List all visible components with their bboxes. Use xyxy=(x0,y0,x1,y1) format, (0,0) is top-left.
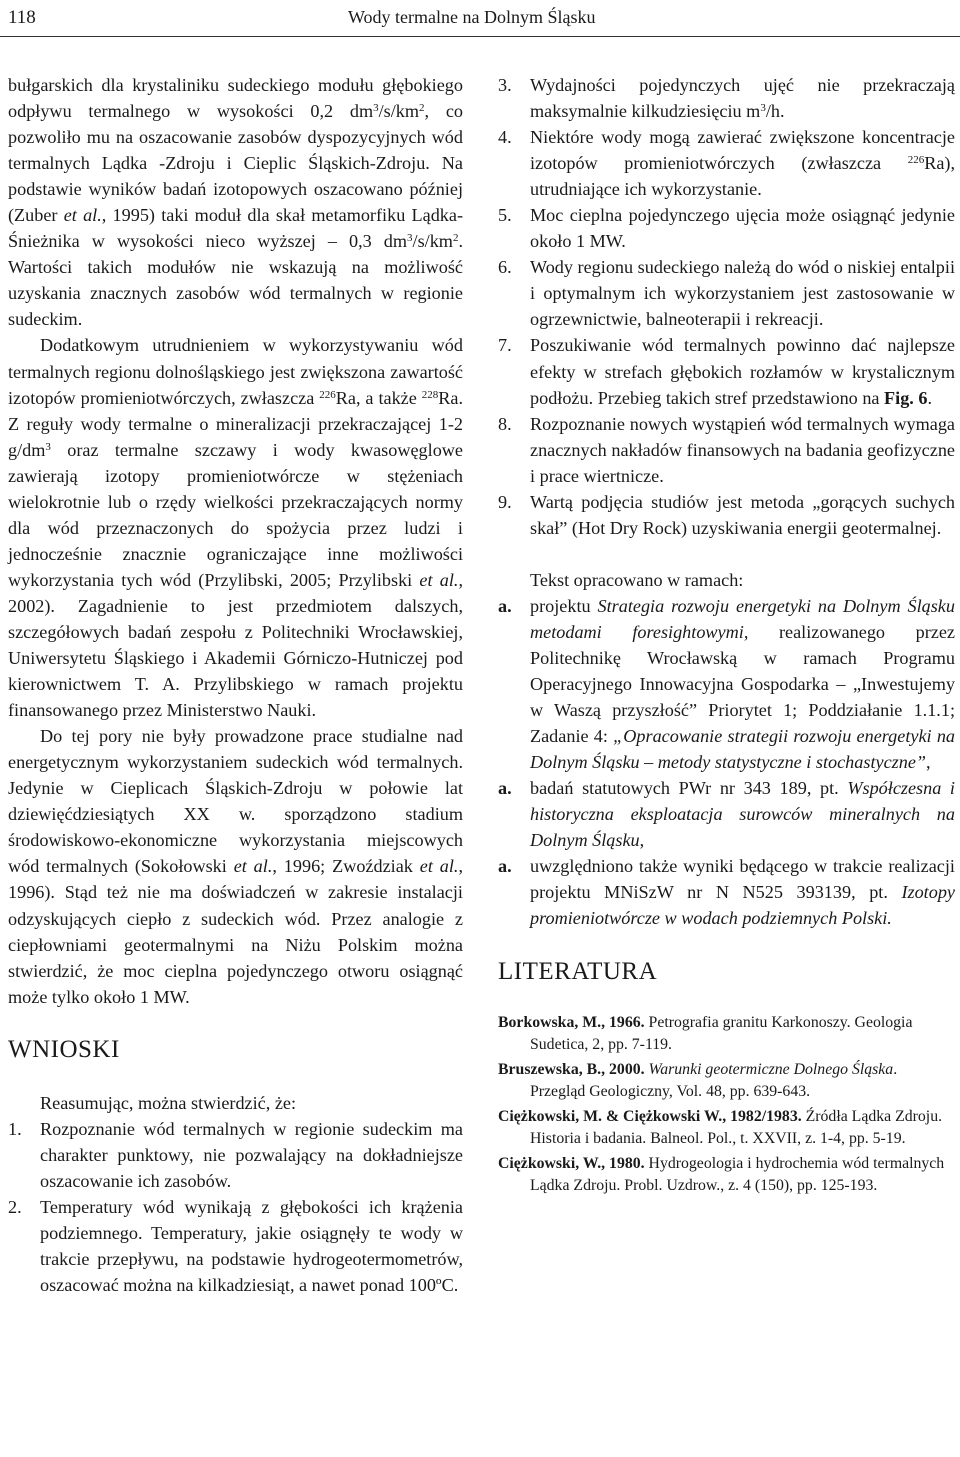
list-item: 5. Moc cieplna pojedynczego ujęcia może osiągnąć jedynie około 1 MW. xyxy=(498,205,955,252)
literatura-heading: LITERATURA xyxy=(498,957,658,985)
list-item: 2. Temperatury wód wynikają z głębokości ich krążenia podziemnego. Temperatury, jakie osiągnęły te wody w trakcie przepływu, na podstawie hydrogeotermometrów, oszacować można na kilkadziesiąt, a nawet ponad 100ºC. xyxy=(8,1196,463,1296)
list-item: 7. Poszukiwanie wód termalnych powinno dać najlepsze efekty w strefach głębokich rozłamów w krystalicznym podłożu. Przebieg takich stref przedstawiono na Fig. 6. xyxy=(498,335,955,408)
list-item: 4. Niektóre wody mogą zawierać zwiększone koncentracje izotopów promieniotwórczych (zwłaszcza $^{226}$Ra), utrudniające ich wykorzystanie. xyxy=(498,127,955,200)
reference-item: Borkowska, M., 1966. Petrografia granitu Karkonoszy. Geologia Sudetica, 2, pp. 7-119. xyxy=(498,1013,913,1053)
list-item: 8. Rozpoznanie nowych wystąpień wód termalnych wymaga znacznych nakładów finansowych na badania geofizyczne i prace wiertnicze. xyxy=(498,413,955,486)
list-item: a. badań statutowych PWr nr 343 189, pt. Współczesna i historyczna eksploatacja surowców mineralnych na Dolnym Śląsku, xyxy=(498,778,955,851)
paragraph-1: bułgarskich dla krystaliniku sudeckiego modułu głębokiego odpływu termalnego w wysokości 0,2 $dm^3/s/km^2$, co pozwoliło mu na oszacowanie zasobów dyspozycyjnych wód termalnych Lądka -Zdroju i Cieplic Śląskich-Zdroju. Na podstawie wyników badań izotopowych oszacowano później (Zuber et al., 1995) taki moduł dla skał metamorfiku Lądka-Śnieżnika w wysokości nieco wyższej – 0,3 $dm^3/s/km^2$. Wartości takich modułów nie wskazują na możliwość uzyskania znacznych zasobów wód termalnych w regionie sudeckim. xyxy=(8,75,464,330)
tekst-intro: Tekst opracowano w ramach: xyxy=(530,569,744,590)
funding-list xyxy=(498,593,955,932)
reference-item: Bruszewska, B., 2000. Warunki geotermiczne Dolnego Śląska. Przegląd Geologiczny, Vol. 48, pp. 639-643. xyxy=(498,1060,898,1100)
reference-item: Ciężkowski, M. & Ciężkowski W., 1982/1983. Źródła Lądka Zdroju. Historia i badania. Balneol. Pol., t. XXVII, z. 1-4, pp. 5-19. xyxy=(498,1107,943,1147)
conclusions-list xyxy=(8,1116,463,1298)
conclusions-list-continued xyxy=(498,72,955,541)
list-item: a. projektu Strategia rozwoju energetyki na Dolnym Śląsku metodami foresightowymi, realizowanego przez Politechnikę Wrocławską w ramach Programu Operacyjnego Innowacyjna Gospodarka – „Inwestujemy w Waszą przyszłość” Priorytet 1; Poddziałanie 1.1.1; Zadanie 4: „Opracowanie strategii rozwoju energetyki na Dolnym Śląsku – metody statystyczne i stochastyczne”, xyxy=(498,595,956,773)
page-number: 118 xyxy=(8,7,36,28)
wnioski-intro: Reasumując, można stwierdzić, że: xyxy=(40,1092,297,1113)
list-item: 9. Wartą podjęcia studiów jest metoda „gorących suchych skał” (Hot Dry Rock) uzyskiwania energii geotermalnej. xyxy=(498,491,955,538)
running-title: Wody termalne na Dolnym Śląsku xyxy=(348,7,596,27)
right-column xyxy=(498,72,955,1200)
list-item: 3. Wydajności pojedynczych ujęć nie przekraczają maksymalnie kilkudziesięciu $m^3/h$. xyxy=(498,75,955,122)
header-rule xyxy=(0,36,960,37)
list-item: a. uwzględniono także wyniki będącego w trakcie realizacji projektu MNiSzW nr N N525 393139, pt. Izotopy promieniotwórcze w wodach podziemnych Polski. xyxy=(498,856,955,929)
wnioski-heading: WNIOSKI xyxy=(8,1035,120,1063)
list-item: 1. Rozpoznanie wód termalnych w regionie sudeckim ma charakter punktowy, nie pozwalający na dokładniejsze oszacowanie ich zasobów. xyxy=(8,1118,463,1191)
list-item: 6. Wody regionu sudeckiego należą do wód o niskiej entalpii i optymalnym ich wykorzystaniem jest zastosowanie w ogrzewnictwie, balneoterapii i rekreacji. xyxy=(498,257,955,330)
page-header xyxy=(0,0,960,34)
reference-item: Ciężkowski, W., 1980. Hydrogeologia i hydrochemia wód termalnych Lądka Zdroju. Probl. Uzdrow., z. 4 (150), pp. 125-193. xyxy=(498,1154,945,1194)
paragraph-2: Dodatkowym utrudnieniem w wykorzystywaniu wód termalnych regionu dolnośląskiego jest zwiększona zawartość izotopów promieniotwórczych, zwłaszcza $^{226}$Ra, a także $^{228}$Ra. Z reguły wody termalne o mineralizacji przekraczającej 1-2 $g/dm^3$ oraz termalne szczawy i wody kwasowęglowe zawierają izotopy promieniotwórcze w stężeniach wielokrotnie lub o rzędy wielkości przekraczających normy dla wód przeznaczonych do spożycia przez ludzi i jednocześnie znacznie ograniczające inne możliwości wykorzystania tych wód (Przylibski, 2005; Przylibski et al., 2002). Zagadnienie to jest przedmiotem dalszych, szczegółowych badań zespołu z Politechniki Wrocławskiej, Uniwersytetu Śląskiego i Akademii Górniczo-Hutniczej pod kierownictwem T. A. Przylibskiego w ramach projektu finansowanego przez Ministerstwo Nauki. xyxy=(8,335,464,721)
figure-reference: Fig. 6 xyxy=(884,387,928,408)
paragraph-3: Do tej pory nie były prowadzone prace studialne nad energetycznym wykorzystaniem sudeckich wód termalnych. Jedynie w Cieplicach Śląskich-Zdroju w połowie lat dziewięćdziesiątych XX w. sporządzono stadium środowiskowo-ekonomiczne wykorzystania miejscowych wód termalnych (Sokołowski et al., 1996; Zwoździak et al., 1996). Stąd też nie ma doświadczeń w zakresie instalacji odzyskujących ciepło z sudeckich wód. Przez analogie z ciepłowniami geotermalnymi na Niżu Polskim można stwierdzić, że moc cieplna pojedynczego otworu osiągnąć może tylko około 1 MW. xyxy=(8,726,463,1007)
left-column xyxy=(8,72,463,1298)
